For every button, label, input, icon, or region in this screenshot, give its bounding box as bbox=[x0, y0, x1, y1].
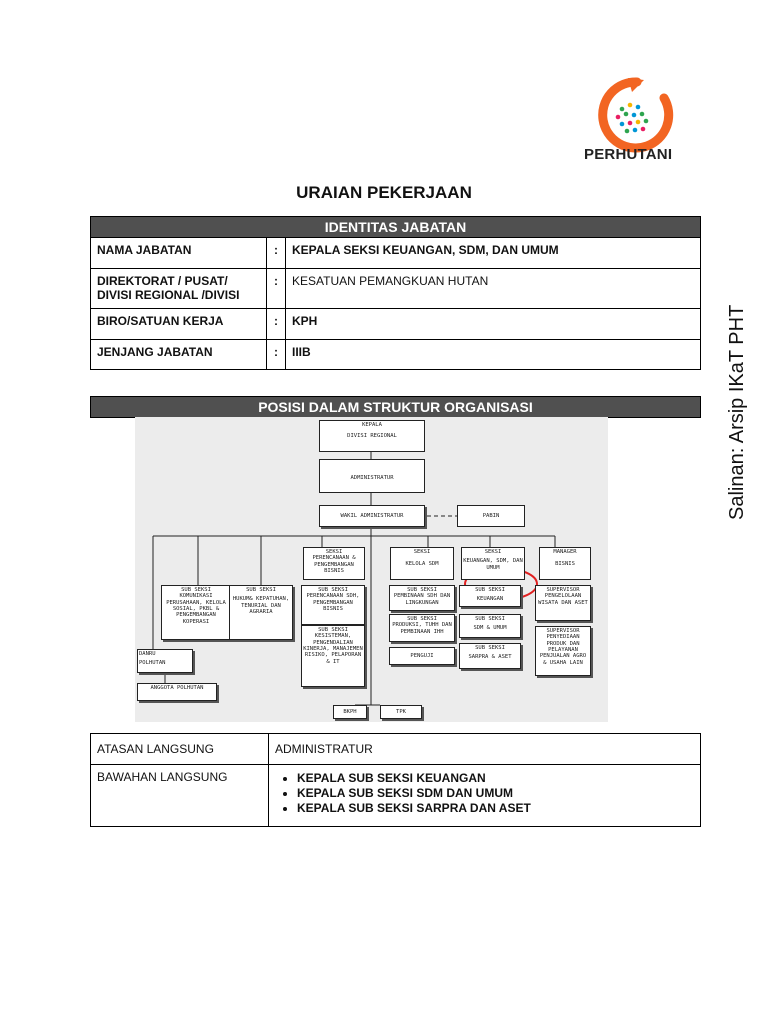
org-box-subtitle: PERENCANAAN SDH, PENGEMBANGAN BISNIS bbox=[306, 593, 360, 612]
row-label: NAMA JABATAN bbox=[91, 238, 267, 269]
org-box-sub-sarpra bbox=[459, 643, 521, 669]
org-box-subtitle: KELOLA SDM bbox=[405, 561, 439, 568]
org-box-penguji: PENGUJI bbox=[389, 647, 455, 665]
org-box-subtitle: PEMBINAAN SDH DAN LINGKUNGAN bbox=[393, 593, 451, 606]
identitas-header: IDENTITAS JABATAN bbox=[91, 217, 701, 238]
org-box-subtitle: HUKUM& KEPATUHAN, TENURIAL DAN AGRARIA bbox=[232, 596, 290, 615]
org-box-subtitle: KEUANGAN bbox=[476, 596, 504, 603]
org-box-manager bbox=[539, 547, 591, 580]
table-row bbox=[91, 765, 701, 827]
org-box-administratur: ADMINISTRATUR bbox=[319, 459, 425, 493]
org-box-title: SUB SEKSI bbox=[318, 587, 348, 593]
org-box-subtitle: PENGELOLAAN WISATA DAN ASET bbox=[538, 593, 588, 606]
org-box-bkph: BKPH bbox=[333, 705, 367, 719]
org-box-title: SEKSI bbox=[325, 549, 343, 555]
row-sep: : bbox=[267, 269, 286, 309]
org-box-subtitle: KEUANGAN, SDM, DAN UMUM bbox=[463, 558, 523, 571]
row-sep: : bbox=[267, 309, 286, 340]
org-box-subtitle: SDM & UMUM bbox=[473, 625, 507, 632]
org-box-seksi-pp bbox=[303, 547, 365, 580]
org-box-title: SUB SEKSI bbox=[318, 627, 348, 633]
org-chart bbox=[135, 417, 608, 722]
org-box-title: SUB SEKSI bbox=[407, 587, 437, 593]
row-value: IIIB bbox=[286, 340, 701, 370]
org-box-subtitle: PRODUKSI, TUHH DAN PEMBINAAN IHH bbox=[392, 622, 452, 635]
org-box-sub-perencanaan bbox=[301, 585, 365, 625]
org-box-subtitle: KOMUNIKASI PERUSAHAAN, KELOLA SOSIAL, PKBL & PENGEMBANGAN KOPERASI bbox=[166, 593, 226, 625]
org-box-anggota: ANGGOTA POLHUTAN bbox=[137, 683, 217, 701]
list-item: • KEPALA SUB SEKSI SARPRA DAN ASET bbox=[297, 801, 694, 815]
org-box-title: SUPERVISOR bbox=[546, 628, 580, 634]
org-box-sub-produksi bbox=[389, 614, 455, 642]
table-row bbox=[91, 238, 701, 269]
org-box-title: SUB SEKSI bbox=[407, 616, 437, 622]
org-box-title: DANRU bbox=[139, 651, 156, 657]
org-box-title: SUB SEKSI bbox=[246, 587, 276, 593]
side-watermark-note: Salinan: Arsip IKaT PHT bbox=[726, 304, 748, 520]
row-value: KESATUAN PEMANGKUAN HUTAN bbox=[286, 269, 701, 309]
row-sep: : bbox=[267, 238, 286, 269]
org-box-subtitle: KESISTEMAN, PENGENDALIAN KINERJA, MANAJEMEN RISIKO, PELAPORAN & IT bbox=[303, 633, 363, 665]
org-box-subtitle: DIVISI REGIONAL bbox=[347, 433, 397, 440]
org-box-supervisor-produk bbox=[535, 626, 591, 676]
org-box-tpk: TPK bbox=[380, 705, 422, 719]
hubungan-table bbox=[90, 733, 701, 827]
org-box-sub-komunikasi bbox=[161, 585, 231, 640]
list-item: • KEPALA SUB SEKSI KEUANGAN bbox=[297, 771, 694, 785]
org-box-title: KEPALA bbox=[362, 422, 382, 428]
org-box-title: SUB SEKSI bbox=[475, 616, 505, 622]
row-sep: : bbox=[267, 340, 286, 370]
org-box-title: MANAGER bbox=[553, 549, 577, 555]
table-row bbox=[91, 340, 701, 370]
org-box-wakil: WAKIL ADMINISTRATUR bbox=[319, 505, 425, 527]
atasan-value: ADMINISTRATUR bbox=[269, 734, 701, 765]
posisi-header: POSISI DALAM STRUKTUR ORGANISASI bbox=[90, 396, 701, 418]
org-box-sub-pembinaan bbox=[389, 585, 455, 611]
row-label: BIRO/SATUAN KERJA bbox=[91, 309, 267, 340]
org-box-sub-keuangan bbox=[459, 585, 521, 607]
org-box-title: SUB SEKSI bbox=[475, 587, 505, 593]
org-box-danru bbox=[137, 649, 193, 673]
atasan-label: ATASAN LANGSUNG bbox=[91, 734, 269, 765]
org-box-title: SUB SEKSI bbox=[475, 645, 505, 651]
org-box-title: SUB SEKSI bbox=[181, 587, 211, 593]
org-box-subtitle: PENYEDIAAN PRODUK DAN PELAYANAN PENJUALAN AGRO & USAHA LAIN bbox=[539, 634, 587, 666]
org-box-subtitle: SARPRA & ASET bbox=[468, 654, 512, 661]
org-box-sub-sdm-umum bbox=[459, 614, 521, 638]
row-value: KEPALA SEKSI KEUANGAN, SDM, DAN UMUM bbox=[286, 238, 701, 269]
row-label: DIREKTORAT / PUSAT/ DIVISI REGIONAL /DIVISI bbox=[91, 269, 267, 309]
org-box-subtitle: BISNIS bbox=[555, 561, 575, 568]
list-item: • KEPALA SUB SEKSI SDM DAN UMUM bbox=[297, 786, 694, 800]
org-box-seksi-keuangan bbox=[461, 547, 525, 580]
org-box-kepala bbox=[319, 420, 425, 452]
row-value: KPH bbox=[286, 309, 701, 340]
table-row bbox=[91, 309, 701, 340]
table-row bbox=[91, 269, 701, 309]
org-box-seksi-sdm bbox=[390, 547, 454, 580]
logo-wordmark: PERHUTANI bbox=[584, 146, 673, 163]
table-row bbox=[91, 734, 701, 765]
org-box-sub-hukum bbox=[229, 585, 293, 640]
org-box-subtitle: POLHUTAN bbox=[139, 660, 166, 667]
org-box-title: SUPERVISOR bbox=[546, 587, 580, 593]
bawahan-list bbox=[275, 771, 694, 815]
row-label: JENJANG JABATAN bbox=[91, 340, 267, 370]
document-title: URAIAN PEKERJAAN bbox=[296, 183, 472, 202]
bawahan-label: BAWAHAN LANGSUNG bbox=[91, 765, 269, 827]
org-box-subtitle: PERENCANAAN & PENGEMBANGAN BISNIS bbox=[312, 555, 356, 574]
org-box-sub-kesisteman bbox=[301, 625, 365, 687]
bawahan-cell bbox=[269, 765, 701, 827]
org-box-supervisor-wisata bbox=[535, 585, 591, 621]
org-box-title: SEKSI bbox=[484, 549, 502, 555]
org-box-title: SEKSI bbox=[413, 549, 431, 555]
identitas-table bbox=[90, 216, 701, 370]
org-box-pabin: PABIN bbox=[457, 505, 525, 527]
